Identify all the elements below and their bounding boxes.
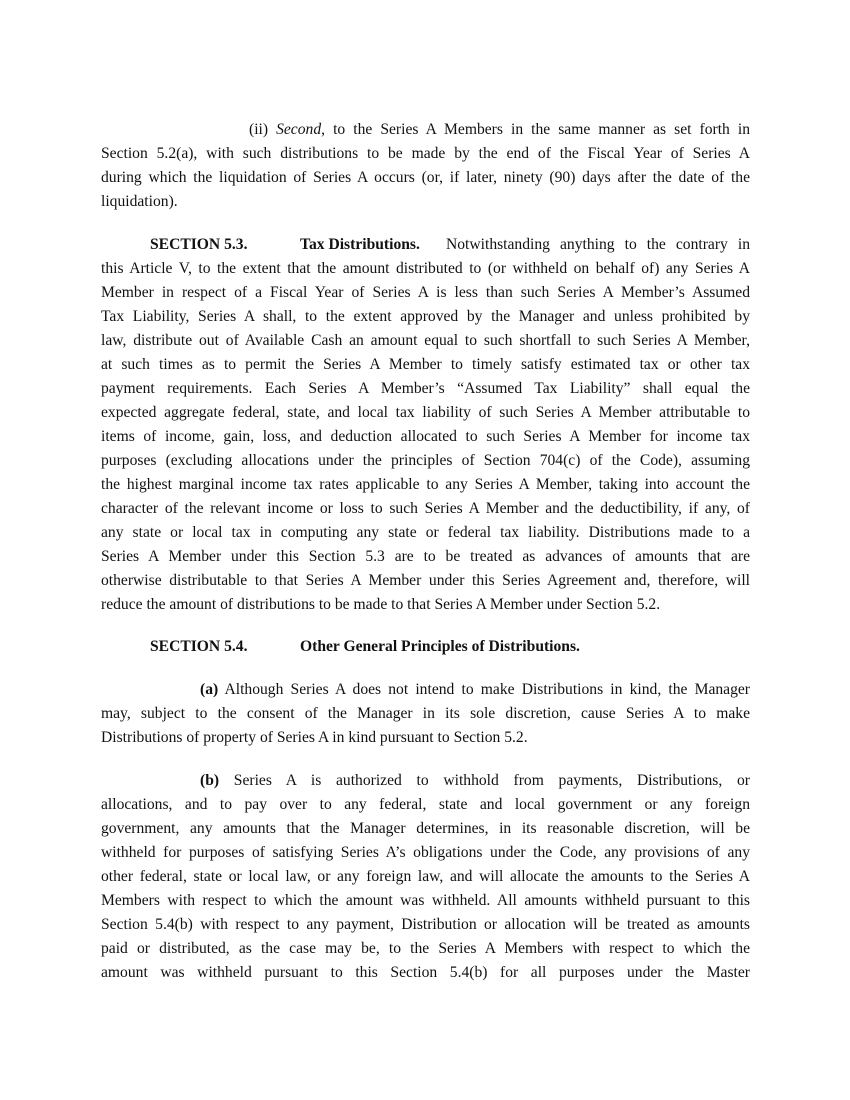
subsection-b-line: withheld for purposes of satisfying Series A’s obligations under the Code, any provisions of any: [101, 844, 750, 861]
subsection-a-line: may, subject to the consent of the Manager in its sole discretion, cause Series A to make: [101, 705, 750, 722]
subsection-b-line: government, any amounts that the Manager determines, in its reasonable discretion, will be: [101, 820, 750, 837]
section-5-3-line: any state or local tax in computing any state or federal tax liability. Distributions made to a: [101, 524, 750, 541]
section-5-3-line: at such times as to permit the Series A Member to timely satisfy estimated tax or other tax: [101, 356, 750, 373]
paragraph-ii-line: liquidation).: [101, 193, 178, 210]
text: , to the Series A Members in the same manner as set forth in: [321, 121, 750, 138]
text: Although Series A does not intend to make Distributions in kind, the Manager: [218, 681, 750, 698]
section-5-3-line: character of the relevant income or loss to such Series A Member and the deductibility, if any, of: [101, 500, 750, 517]
section-5-3-line: Series A Member under this Section 5.3 are to be treated as advances of amounts that are: [101, 548, 750, 565]
section-5-3-line: this Article V, to the extent that the amount distributed to (or withheld on behalf of) any Series A: [101, 260, 750, 277]
section-5-3-line: items of income, gain, loss, and deduction allocated to such Series A Member for income tax: [101, 428, 750, 445]
subsection-b-line: other federal, state or local law, or any foreign law, and will allocate the amounts to the Series A: [101, 868, 750, 885]
section-5-3-number: SECTION 5.3.: [150, 236, 248, 253]
paragraph-ii-line: [249, 118, 750, 142]
section-5-3-line: Tax Liability, Series A shall, to the extent approved by the Manager and unless prohibited by: [101, 308, 750, 325]
subsection-b-line: Members with respect to which the amount was withheld. All amounts withheld pursuant to this: [101, 892, 750, 909]
subsection-b-line: Section 5.4(b) with respect to any payment, Distribution or allocation will be treated as amounts: [101, 916, 750, 933]
subsection-b-line: amount was withheld pursuant to this Section 5.4(b) for all purposes under the Master: [101, 964, 750, 981]
clause-label: (ii): [249, 121, 277, 138]
section-5-4-title: Other General Principles of Distributions.: [300, 638, 580, 655]
section-5-3-line: payment requirements. Each Series A Member’s “Assumed Tax Liability” shall equal the: [101, 380, 750, 397]
section-5-3-line: law, distribute out of Available Cash an amount equal to such shortfall to such Series A Member,: [101, 332, 750, 349]
paragraph-ii-line: Section 5.2(a), with such distributions to be made by the end of the Fiscal Year of Series A: [101, 145, 750, 162]
subsection-a-line: Distributions of property of Series A in kind pursuant to Section 5.2.: [101, 729, 528, 746]
section-5-3-line: purposes (excluding allocations under the principles of Section 704(c) of the Code), assuming: [101, 452, 750, 469]
subsection-b-label: (b): [200, 772, 220, 789]
subsection-b-line: paid or distributed, as the case may be, to the Series A Members with respect to which the: [101, 940, 750, 957]
section-5-4-number: SECTION 5.4.: [150, 638, 248, 655]
section-5-3-line: expected aggregate federal, state, and local tax liability of such Series A Member attributable to: [101, 404, 750, 421]
emphasis-second: Second: [276, 121, 322, 138]
section-5-3-line: otherwise distributable to that Series A Member under this Series Agreement and, therefore, will: [101, 572, 750, 589]
section-5-3-line: reduce the amount of distributions to be made to that Series A Member under Section 5.2.: [101, 596, 661, 613]
text: Series A is authorized to withhold from payments, Distributions, or: [219, 772, 750, 789]
section-5-3-line: Notwithstanding anything to the contrary in: [446, 236, 750, 253]
section-5-3-line: Member in respect of a Fiscal Year of Series A is less than such Series A Member’s Assumed: [101, 284, 750, 301]
subsection-b-line: [200, 769, 750, 793]
section-5-3-title: Tax Distributions.: [300, 236, 420, 253]
subsection-b-line: allocations, and to pay over to any federal, state and local government or any foreign: [101, 796, 750, 813]
subsection-a-label: (a): [200, 681, 219, 698]
paragraph-ii-line: during which the liquidation of Series A occurs (or, if later, ninety (90) days after the date of the: [101, 169, 750, 186]
subsection-a-line: [200, 678, 750, 702]
section-5-3-line: the highest marginal income tax rates applicable to any Series A Member, taking into account the: [101, 476, 750, 493]
